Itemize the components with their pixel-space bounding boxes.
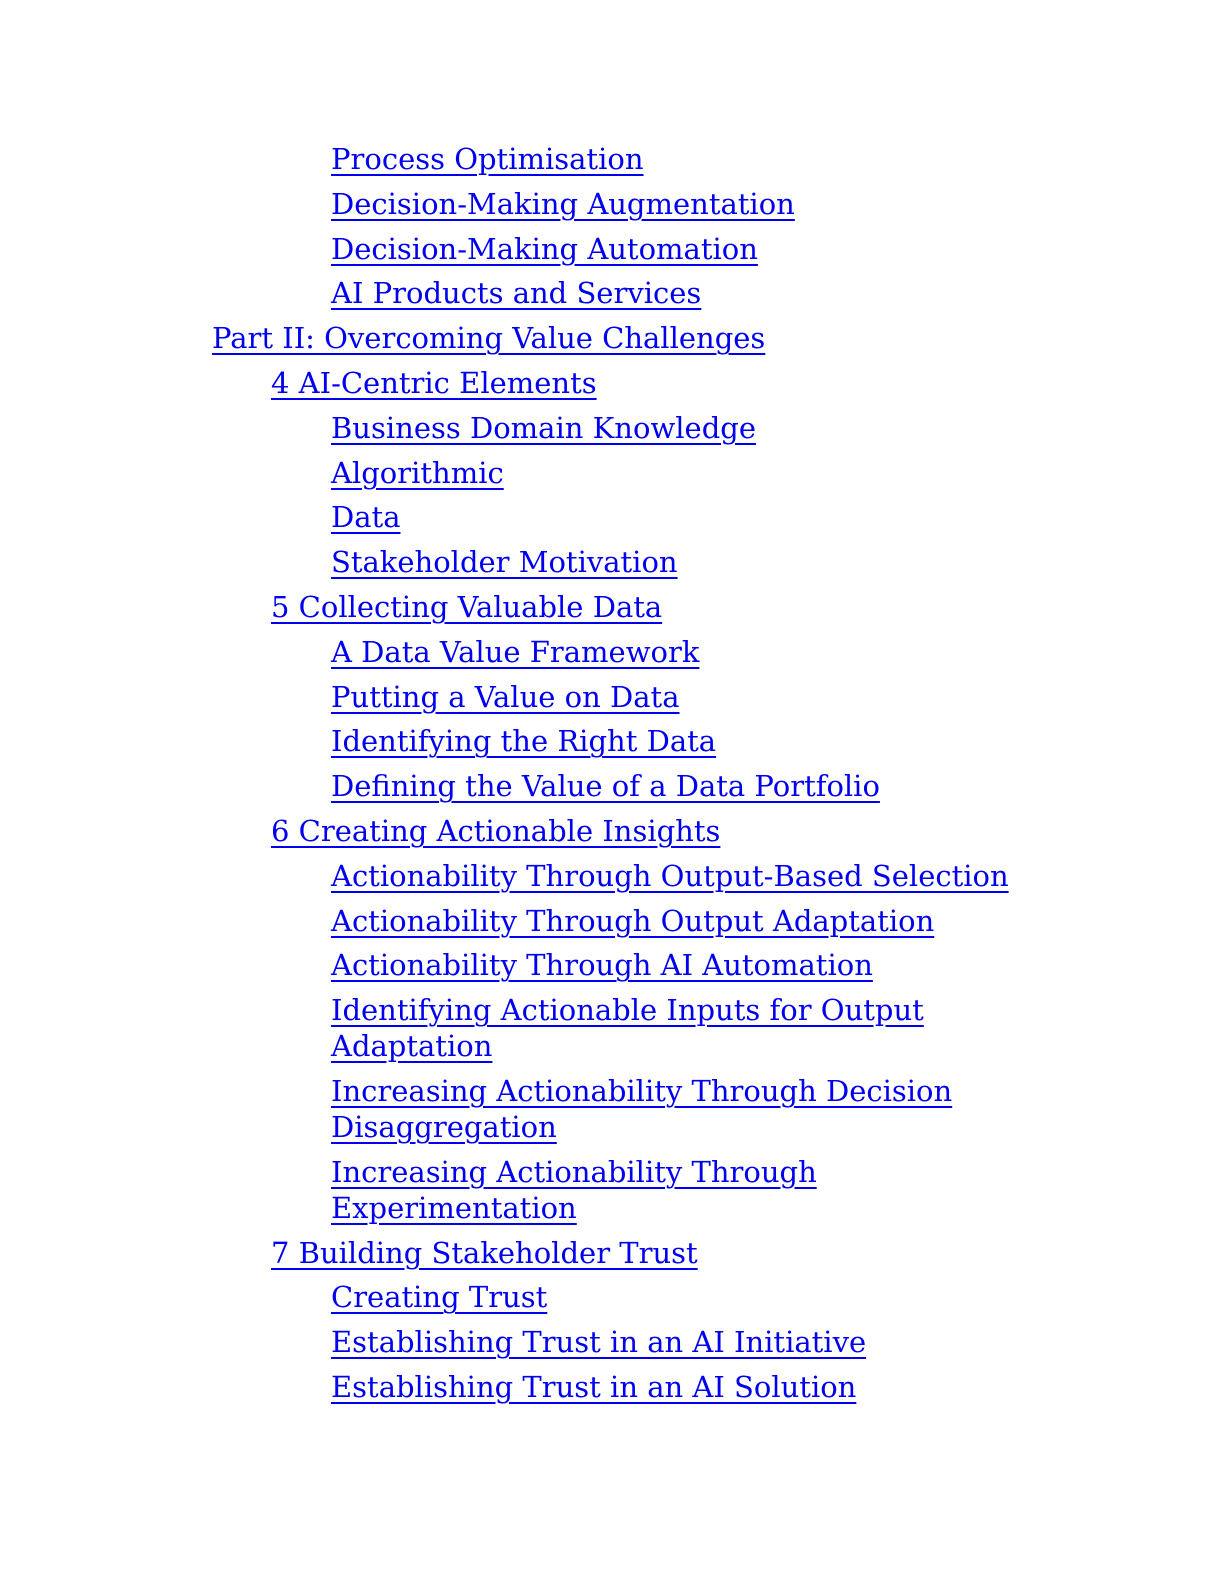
table-of-contents — [0, 141, 1224, 1414]
toc-link[interactable]: Putting a Value on Data — [331, 679, 680, 714]
toc-link[interactable]: Decision-Making Automation — [331, 231, 758, 266]
toc-chapter-link[interactable]: 6 Creating Actionable Insights — [271, 813, 721, 848]
toc-link[interactable]: Identifying Actionable Inputs for Output Adaptation — [331, 993, 924, 1064]
toc-link[interactable]: Actionability Through Output-Based Selection — [331, 858, 1009, 893]
toc-link[interactable]: Increasing Actionability Through Experimentation — [331, 1154, 817, 1225]
toc-link[interactable]: Data — [331, 500, 401, 535]
toc-chapter-link[interactable]: 5 Collecting Valuable Data — [271, 589, 663, 624]
toc-link[interactable]: A Data Value Framework — [331, 634, 700, 669]
toc-chapter-link[interactable]: 4 AI-Centric Elements — [271, 365, 597, 400]
toc-link[interactable]: Increasing Actionability Through Decision Disaggregation — [331, 1073, 953, 1144]
toc-link[interactable]: Actionability Through Output Adaptation — [331, 903, 935, 938]
toc-link[interactable]: AI Products and Services — [331, 276, 702, 311]
toc-link[interactable]: Establishing Trust in an AI Initiative — [331, 1325, 867, 1360]
toc-link[interactable]: Stakeholder Motivation — [331, 545, 678, 580]
toc-part-link[interactable]: Part II: Overcoming Value Challenges — [212, 321, 766, 356]
toc-link[interactable]: Establishing Trust in an AI Solution — [331, 1369, 857, 1404]
toc-link[interactable]: Business Domain Knowledge — [331, 410, 756, 445]
toc-link[interactable]: Algorithmic — [331, 455, 504, 490]
toc-link[interactable]: Defining the Value of a Data Portfolio — [331, 769, 880, 804]
toc-link[interactable]: Actionability Through AI Automation — [331, 948, 873, 983]
toc-link[interactable]: Creating Trust — [331, 1280, 548, 1315]
toc-link[interactable]: Identifying the Right Data — [331, 724, 717, 759]
toc-link[interactable]: Decision-Making Augmentation — [331, 186, 795, 221]
toc-chapter-link[interactable]: 7 Building Stakeholder Trust — [271, 1235, 698, 1270]
toc-link[interactable]: Process Optimisation — [331, 142, 644, 176]
